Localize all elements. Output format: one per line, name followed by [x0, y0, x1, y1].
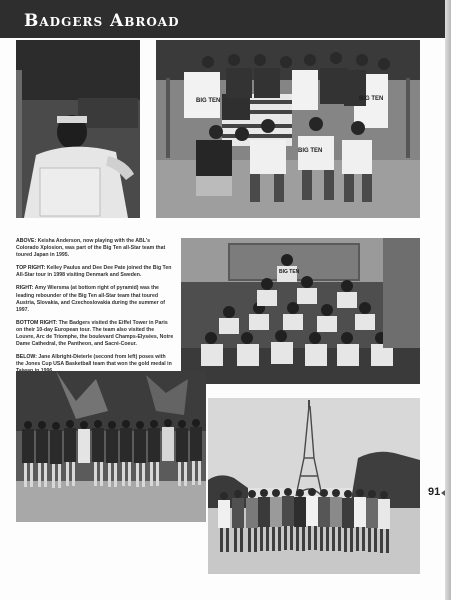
page-number: 91	[428, 486, 441, 498]
caption-text: Jane Albright-Dieterle (second from left) poses with the Jones Cup USA Basketball team that won the gold medal in	[16, 354, 172, 368]
header-bar	[0, 0, 451, 38]
photo-eiffel-tower	[208, 398, 420, 574]
caption-text: Amy Wiersma (at bottom right of pyramid) was the leading rebounder of the Big Ten all-Star team that toured Austria, Slovakia, and Czechoslovakia during the summer of 1997.	[16, 285, 166, 313]
photo-all-star-pyramid	[181, 238, 420, 384]
caption-label: RIGHT:	[16, 285, 34, 292]
photo-big-ten-all-star-team	[156, 40, 420, 218]
page-edge	[445, 0, 451, 600]
photo-jones-cup-team	[16, 371, 206, 522]
caption-text: Kelley Paulus and Dee Dee Pate joined the Big Ten All-Star tour in 1998 visiting Denmark and Sweden.	[16, 265, 172, 279]
jersey-text: BIG TEN	[359, 96, 384, 102]
caption-right	[16, 285, 174, 313]
jersey-text: BIG TEN	[279, 269, 300, 275]
jersey-text: BIG TEN	[298, 148, 323, 154]
caption-bottom-right	[16, 320, 174, 348]
photo-keisha-anderson	[16, 40, 140, 218]
caption-label: ABOVE:	[16, 238, 37, 244]
caption-top-right	[16, 265, 174, 279]
caption-label: TOP RIGHT:	[16, 265, 46, 272]
jersey-text: BIG TEN	[196, 98, 221, 104]
caption-above	[16, 238, 174, 259]
photo-captions	[16, 238, 174, 382]
caption-text: Keisha Anderson, now playing with the ABL's Colorado Xplosion, was part of the Big Ten all-Star team that toured Japan in 1995.	[16, 238, 166, 259]
caption-text: The Badgers visited the Eiffel Tower in Paris on their 10-day European tour. The team also visited the Louvre, Arc de Triomphe, the boulevard Champs-Elysées, Notre Dame Cathedral, the Pantheon, and Sacré-Coeur.	[16, 319, 174, 348]
page-title: Badgers Abroad	[24, 11, 180, 31]
caption-label: BELOW:	[16, 354, 37, 361]
caption-label: BOTTOM RIGHT:	[16, 319, 58, 326]
